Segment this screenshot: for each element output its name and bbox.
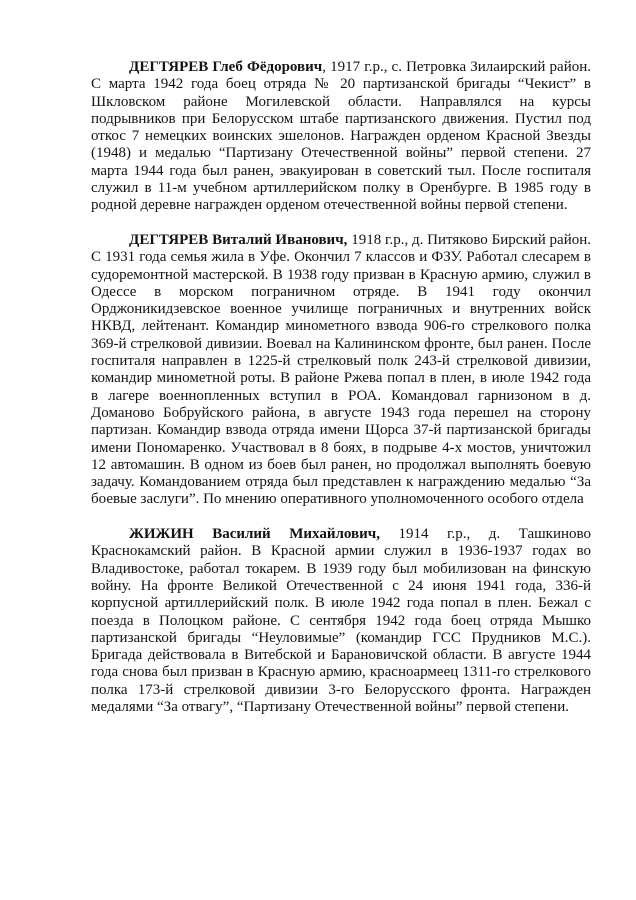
bio-entry-degtyarev-gleb [91,59,591,215]
person-name: ДЕГТЯРЕВ Виталий Иванович, [129,231,348,248]
bio-text: , 1917 г.р., с. Петровка Зилаирский район. С марта 1942 года боец отряда № 20 партизанской бригады “Чекист” в Шкловском районе Могилевской области. Направлялся на курсы подрывников при Белорусском штабе партизанского движения. Пустил под откос 7 немецких воинских эшелонов. Награжден орденом Красной Звезды (1948) и медалью “Партизану Отечественной войны” первой степени. 27 марта 1944 года был ранен, эвакуирован в советский тыл. После госпиталя служил в 11-м учебном артиллерийском полку в Оренбурге. В 1985 году в родной деревне награжден орденом отечественной войны первой степени. [91,59,591,214]
bio-entry-zhizhin-vasily [91,526,591,716]
bio-entry-degtyarev-vitaly [91,232,591,509]
person-name: ДЕГТЯРЕВ Глеб Фёдорович [129,59,323,75]
bio-text: 1918 г.р., д. Питяково Бирский район. С 1931 года семья жила в Уфе. Окончил 7 классов и ФЗУ. Работал слесарем в судоремонтной мастерской. В 1938 году призван в Красную армию, служил в Одессе в морском пограничном отряде. В 1941 году окончил Орджоникидзевское военное училище пограничных и внутренних войск НКВД, лейтенант. Командир минометного взвода 906-го стрелкового полка 369-й стрелковой дивизии. Воевал на Калининском фронте, был ранен. После госпиталя направлен в 1225-й стрелковый полк 243-й стрелковой дивизии, командир минометной роты. В районе Ржева попал в плен, в июле 1942 года в лагере военнопленных вступил в РОА. Командовал гарнизоном в д. Доманово Бобруйского района, в августе 1943 года перешел на сторону партизан. Командир взвода отряда имени Щорса 37-й партизанской бригады имени Пономаренко. Участвовал в 8 боях, в подрыве 4-х мостов, уничтожил 12 автомашин. В одном из боев был ранен, но продолжал выполнять боевую задачу. Командованием отряда был представлен к награждению медалью “За боевые заслуги”. По мнению оперативного уполномоченного особого отдела [91,231,591,508]
bio-text: 1914 г.р., д. Ташкиново Краснокамский район. В Красной армии служил в 1936-1937 годах во Владивостоке, работал токарем. В 1939 году был мобилизован на финскую войну. На фронте Великой Отечественной с 24 июня 1941 года, 336-й корпусной артиллерийский полк. В июле 1942 года попал в плен. Бежал с поезда в Полоцком районе. С сентября 1942 года боец отряда Мышко партизанской бригады “Неуловимые” (командир ГСС Прудников М.С.). Бригада действовала в Витебской и Барановичской области. В августе 1944 года снова был призван в Красную армию, красноармеец 1311-го стрелкового полка 173-й стрелковой дивизии 3-го Белорусского фронта. Награжден медалями “За отвагу”, “Партизану Отечественной войны” первой степени. [91,526,591,715]
person-name: ЖИЖИН Василий Михайлович, [129,526,380,543]
